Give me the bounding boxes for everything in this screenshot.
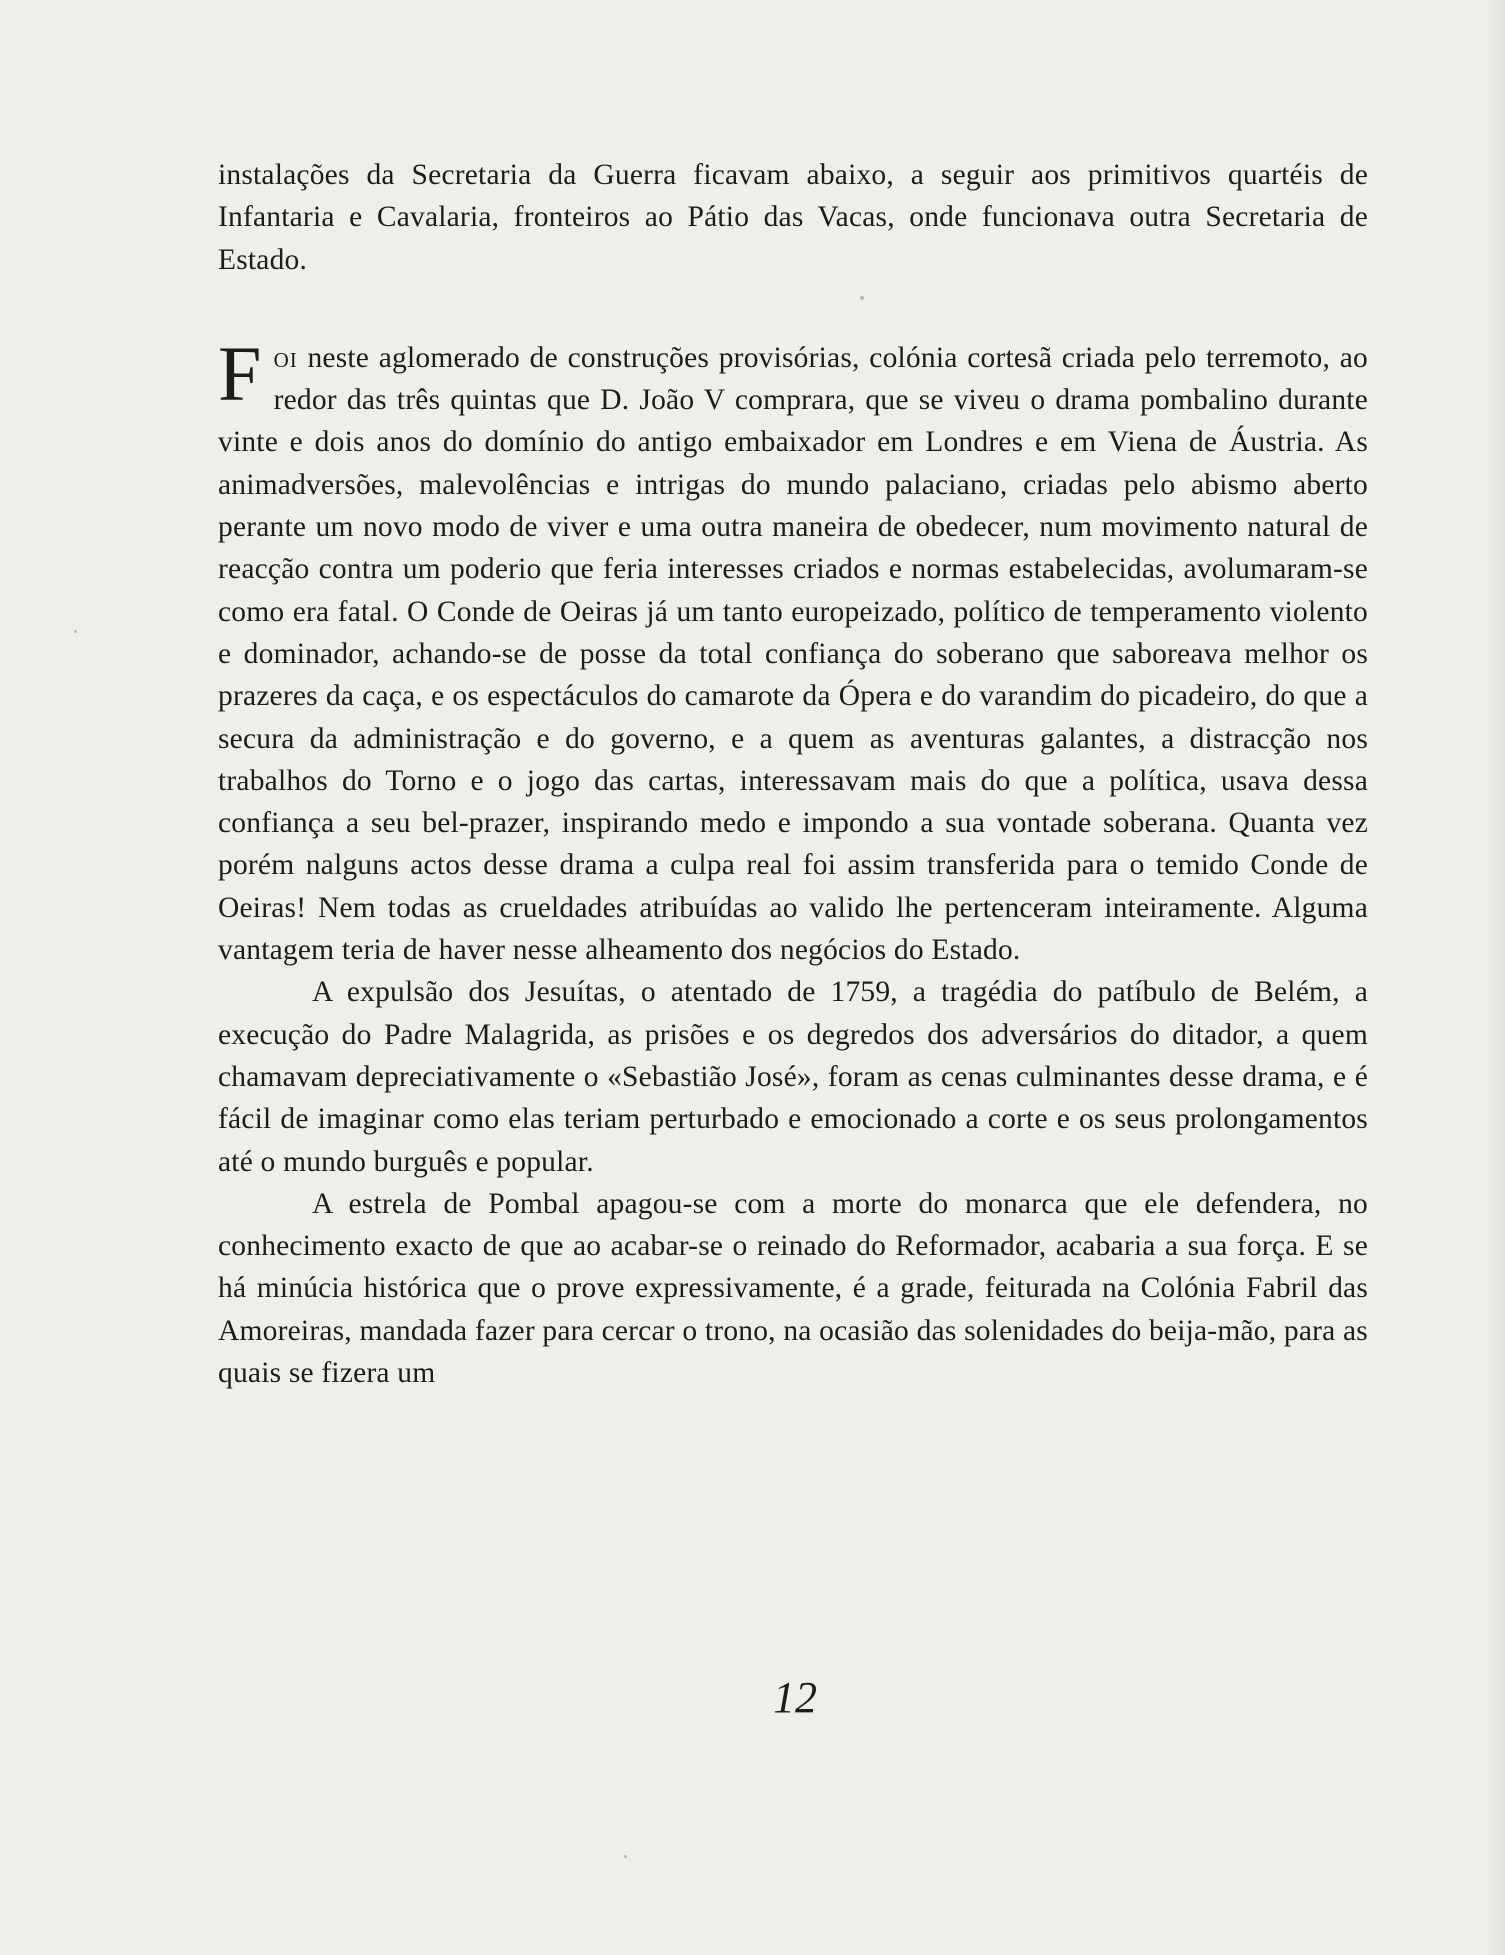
intro-paragraph: instalações da Secretaria da Guerra ficavam abaixo, a seguir aos primitivos quartéis de Infantaria e Cavalaria, fronteiros ao Pátio das Vacas, onde funcionava outra Secretaria de Estado. (218, 159, 1368, 276)
paper-speck (860, 296, 864, 300)
page-edge-shadow (1487, 0, 1505, 1955)
paragraph-jesuits: A expulsão dos Jesuítas, o atentado de 1759, a tragédia do patíbulo de Belém, a execução do Padre Malagrida, as prisões e os degredos dos adversários do ditador, a quem chamavam depreciativamente o «Sebastião José», foram as cenas culminantes desse drama, e é fácil de imaginar como elas teriam perturbado e emocionado a corte e os seus prolongamentos até o mundo burguês e popular. (218, 976, 1368, 1178)
paragraph-pombal: A estrela de Pombal apagou-se com a morte do monarca que ele defendera, no conhecimento exacto de que ao acabar-se o reinado do Reformador, acabaria a sua força. E se há minúcia histórica que o prove expressivamente, é a grade, feiturada na Colónia Fabril das Amoreiras, mandada fazer para cercar o trono, na ocasião das solenidades do beija-mão, para as quais se fizera um (218, 1187, 1368, 1390)
main-paragraph (218, 329, 1368, 971)
page-number: 12 (773, 1673, 817, 1722)
main-paragraph-smallcaps: oi (273, 341, 298, 374)
paper-speck (74, 630, 77, 633)
main-paragraph-text: neste aglomerado de construções provisórias, colónia cortesã criada pelo terremoto, ao redor das três quintas que D. João V comprara, que se viveu o drama pombalino durante vinte e dois anos do domínio do antigo embaixador em Londres e em Viena de Áustria. As animadversões, malevolências e intrigas do mundo palaciano, criadas pelo abismo aberto perante um novo modo de viver e uma outra maneira de obedecer, num movimento natural de reacção contra um poderio que feria interesses criados e normas estabelecidas, avolumaram-se como era fatal. O Conde de Oeiras já um tanto europeizado, político de temperamento violento e dominador, achando-se de posse da total confiança do soberano que saboreava melhor os prazeres da caça, e os espectáculos do camarote da Ópera e do varandim do picadeiro, do que a secura da administração e do governo, e a quem as aventuras galantes, a distracção nos trabalhos do Torno e o jogo das cartas, interessavam mais do que a política, usava dessa confiança a seu bel-prazer, inspirando medo e impondo a sua vontade soberana. Quanta vez porém nalguns actos desse drama a culpa real foi assim transferida para o temido Conde de Oeiras! Nem todas as crueldades atribuídas ao valido lhe pertenceram inteiramente. Alguma vantagem teria de haver nesse alheamento dos negócios do Estado. (218, 341, 1368, 967)
drop-cap: F (218, 329, 262, 417)
paper-speck (624, 1855, 627, 1858)
page-text (218, 154, 1368, 1394)
